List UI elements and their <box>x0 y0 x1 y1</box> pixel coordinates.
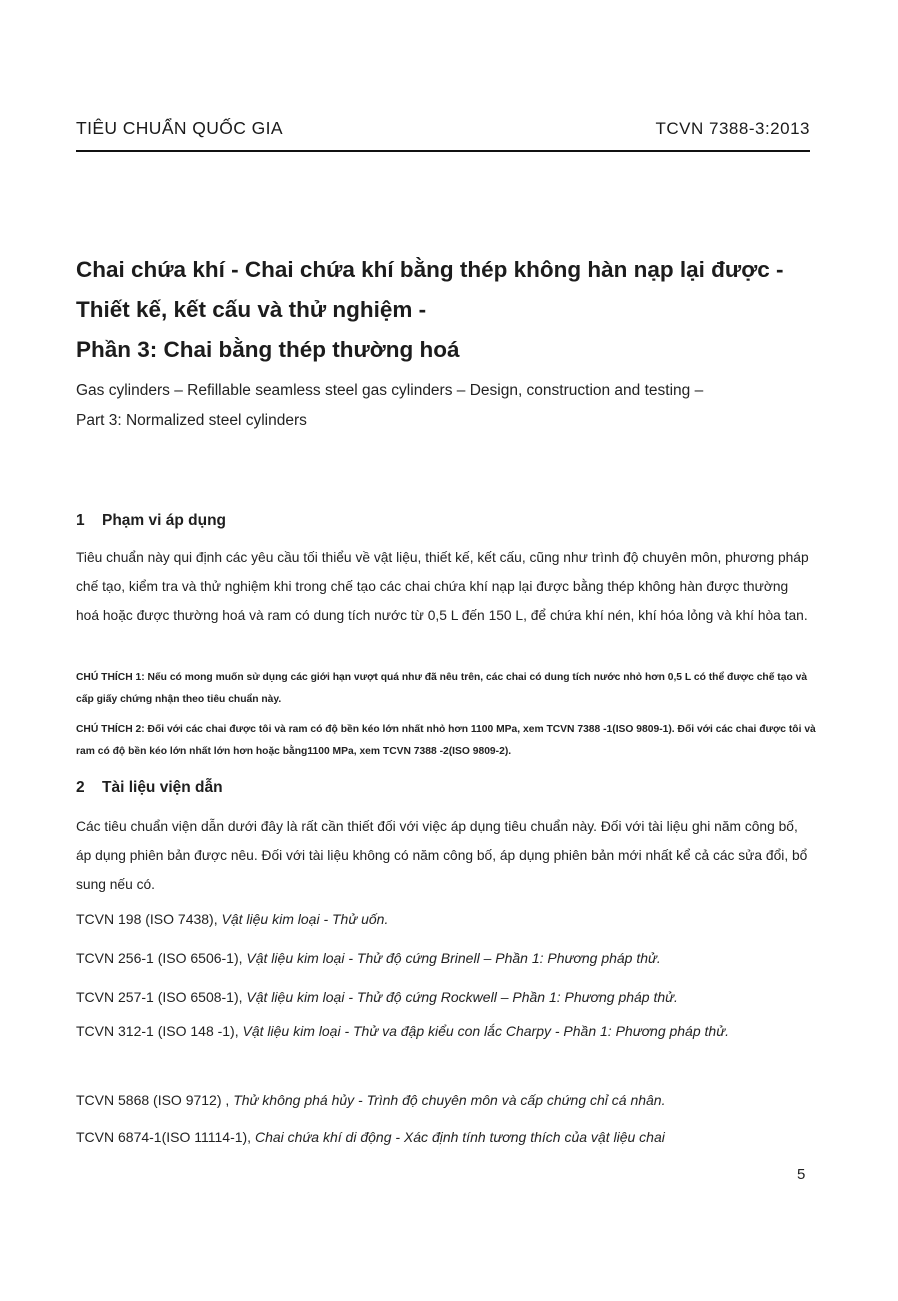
header-divider <box>76 150 810 152</box>
reference-item <box>76 1123 816 1152</box>
title-line-2: Thiết kế, kết cấu và thử nghiệm - <box>76 297 427 322</box>
header-standard-code: TCVN 7388-3:2013 <box>655 119 810 138</box>
reference-title: Vật liệu kim loại - Thử va đập kiểu con lắc Charpy - Phần 1: Phương pháp thử. <box>242 1023 729 1039</box>
section-1-title: Phạm vi áp dụng <box>102 512 227 529</box>
section-1-heading <box>76 512 226 530</box>
reference-item <box>76 944 816 973</box>
reference-item <box>76 983 816 1012</box>
reference-title: Vật liệu kim loại - Thử uốn. <box>221 911 389 927</box>
reference-title: Vật liệu kim loại - Thử độ cứng Rockwell – Phần 1: Phương pháp thử. <box>246 989 678 1005</box>
reference-code: TCVN 312-1 (ISO 148 -1), <box>76 1023 243 1039</box>
header-standard-type: TIÊU CHUẨN QUỐC GIA <box>76 118 283 138</box>
reference-title: Thử không phá hủy - Trình độ chuyên môn và cấp chứng chỉ cá nhân. <box>233 1092 666 1108</box>
reference-code: TCVN 6874-1(ISO 11114-1), <box>76 1129 255 1145</box>
document-title-block <box>76 250 816 436</box>
section-1-body: Tiêu chuẩn này qui định các yêu cầu tối thiểu về vật liệu, thiết kế, kết cấu, cũng như trình độ chuyên môn, phương pháp chế tạo, kiểm tra và thử nghiệm khi trong chế tạo các chai chứa khí nạp lại được bằng thép không hàn được thường hoá hoặc được thường hoá và ram có dung tích nước từ 0,5 L đến 150 L, để chứa khí nén, khí hóa lỏng và khí hòa tan. <box>76 550 809 623</box>
section-2-body: Các tiêu chuẩn viện dẫn dưới đây là rất cần thiết đối với việc áp dụng tiêu chuẩn này. Đối với tài liệu ghi năm công bố, áp dụng phiên bản được nêu. Đối với tài liệu không có năm công bố, áp dụng phiên bản mới nhất kể cả các sửa đổi, bổ sung nếu có. <box>76 819 808 892</box>
english-title-line-2: Part 3: Normalized steel cylinders <box>76 412 307 429</box>
reference-item <box>76 1086 816 1115</box>
title-line-1: Chai chứa khí - Chai chứa khí bằng thép không hàn nạp lại được - <box>76 257 784 282</box>
reference-code: TCVN 198 (ISO 7438), <box>76 911 222 927</box>
reference-item <box>76 905 816 934</box>
section-2-heading <box>76 779 223 797</box>
section-2-title: Tài liệu viện dẫn <box>102 779 223 796</box>
page-number: 5 <box>797 1166 806 1183</box>
english-title-line-1: Gas cylinders – Refillable seamless steel gas cylinders – Design, construction and testing – <box>76 382 704 399</box>
section-2-number: 2 <box>76 779 85 796</box>
page-header <box>76 112 810 148</box>
title-line-3: Phần 3: Chai bằng thép thường hoá <box>76 337 460 362</box>
section-1-note-2: CHÚ THÍCH 2: Đối với các chai được tôi và ram có độ bền kéo lớn nhất nhỏ hơn 1100 MPa, xem TCVN 7388 -1(ISO 9809-1). Đối với các chai được tôi và ram có độ bền kéo lớn nhất lớn hơn hoặc bằng1100 MPa, xem TCVN 7388 -2(ISO 9809-2). <box>76 724 816 757</box>
reference-title: Chai chứa khí di động - Xác định tính tương thích của vật liệu chai <box>254 1129 665 1145</box>
reference-title: Vật liệu kim loại - Thử độ cứng Brinell – Phần 1: Phương pháp thử. <box>246 950 661 966</box>
reference-code: TCVN 5868 (ISO 9712) , <box>76 1092 234 1108</box>
reference-code: TCVN 256-1 (ISO 6506-1), <box>76 950 247 966</box>
reference-item <box>76 1017 816 1046</box>
section-1-number: 1 <box>76 512 85 529</box>
section-1-note-1: CHÚ THÍCH 1: Nếu có mong muốn sử dụng các giới hạn vượt quá như đã nêu trên, các chai có dung tích nước nhỏ hơn 0,5 L có thể được chế tạo và cấp giấy chứng nhận theo tiêu chuẩn này. <box>76 672 808 705</box>
reference-code: TCVN 257-1 (ISO 6508-1), <box>76 989 247 1005</box>
